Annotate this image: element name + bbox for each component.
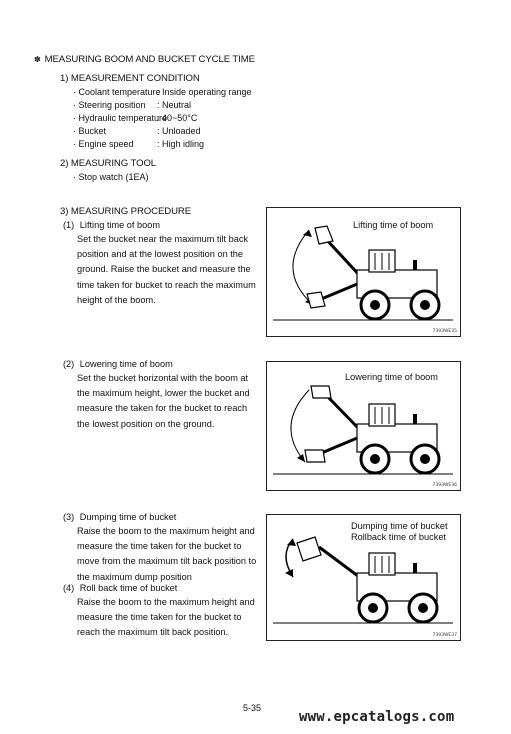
condition-label: · Engine speed <box>73 139 134 149</box>
condition-value: : High idling <box>157 139 205 149</box>
page-title <box>34 53 255 66</box>
condition-value: : Unloaded <box>157 126 201 136</box>
step-description: Set the bucket near the maximum tilt back position and at the lowest position on the ground. Raise the bucket and measure the time taken for bucket to reach the maximum height of the boom. <box>77 234 256 305</box>
section-measuring-procedure-heading: 3) MEASURING PROCEDURE <box>60 206 192 217</box>
condition-value: : Neutral <box>157 100 192 110</box>
figure-code: 7393WE37 <box>432 633 457 638</box>
step-description: Raise the boom to the maximum height and measure the time taken for the bucket to move from the maximum tilt back position to the maximum dump position <box>77 526 257 582</box>
figure-lowering-time-of-boom <box>266 361 461 491</box>
step-title: Lifting time of boom <box>79 220 160 230</box>
figure-title: Lowering time of boom <box>345 372 438 382</box>
step-heading <box>63 358 173 371</box>
step-title: Roll back time of bucket <box>79 583 178 593</box>
step-heading <box>63 511 176 524</box>
figure-lifting-time-of-boom <box>266 207 461 337</box>
step-heading <box>63 582 177 595</box>
step-number: (3) <box>63 512 75 522</box>
step-description: Set the bucket horizontal with the boom at the maximum height, lower the bucket and measure the taken for the bucket to reach the lowest position on the ground. <box>77 373 250 429</box>
condition-value: : Inside operating range <box>157 87 252 97</box>
measuring-tool-item: · Stop watch (1EA) <box>73 172 149 182</box>
step-heading <box>63 219 160 232</box>
figure-title-line1: Dumping time of bucket <box>351 521 448 531</box>
page-number: 5-35 <box>243 703 262 713</box>
condition-label: · Bucket <box>73 126 107 136</box>
step-number: (1) <box>63 220 75 230</box>
watermark-text: www.epcatalogs.com <box>299 709 455 725</box>
figure-dumping-and-rollback-time-of-bucket <box>266 514 461 641</box>
condition-label: · Hydraulic temperature <box>73 113 168 123</box>
section-measuring-tool-heading: 2) MEASURING TOOL <box>60 158 157 169</box>
condition-value: : 40~50°C <box>157 113 198 123</box>
condition-label: · Steering position <box>73 100 146 110</box>
step-title: Lowering time of boom <box>79 359 173 369</box>
asterisk-mark: ✽ <box>34 55 41 64</box>
figure-code: 7393WE36 <box>432 483 457 488</box>
step-title: Dumping time of bucket <box>79 512 177 522</box>
step-number: (2) <box>63 359 75 369</box>
step-number: (4) <box>63 583 75 593</box>
condition-label: · Coolant temperature <box>73 87 161 97</box>
section-measurement-condition-heading: 1) MEASUREMENT CONDITION <box>60 73 200 84</box>
figure-title-line2: Rollback time of bucket <box>351 532 446 542</box>
step-description: Raise the boom to the maximum height and measure the time taken for the bucket to reach the maximum tilt back position. <box>77 597 255 638</box>
figure-code: 7393WE35 <box>432 329 457 334</box>
figure-title: Lifting time of boom <box>353 220 434 230</box>
page-title-text: MEASURING BOOM AND BUCKET CYCLE TIME <box>44 54 255 65</box>
